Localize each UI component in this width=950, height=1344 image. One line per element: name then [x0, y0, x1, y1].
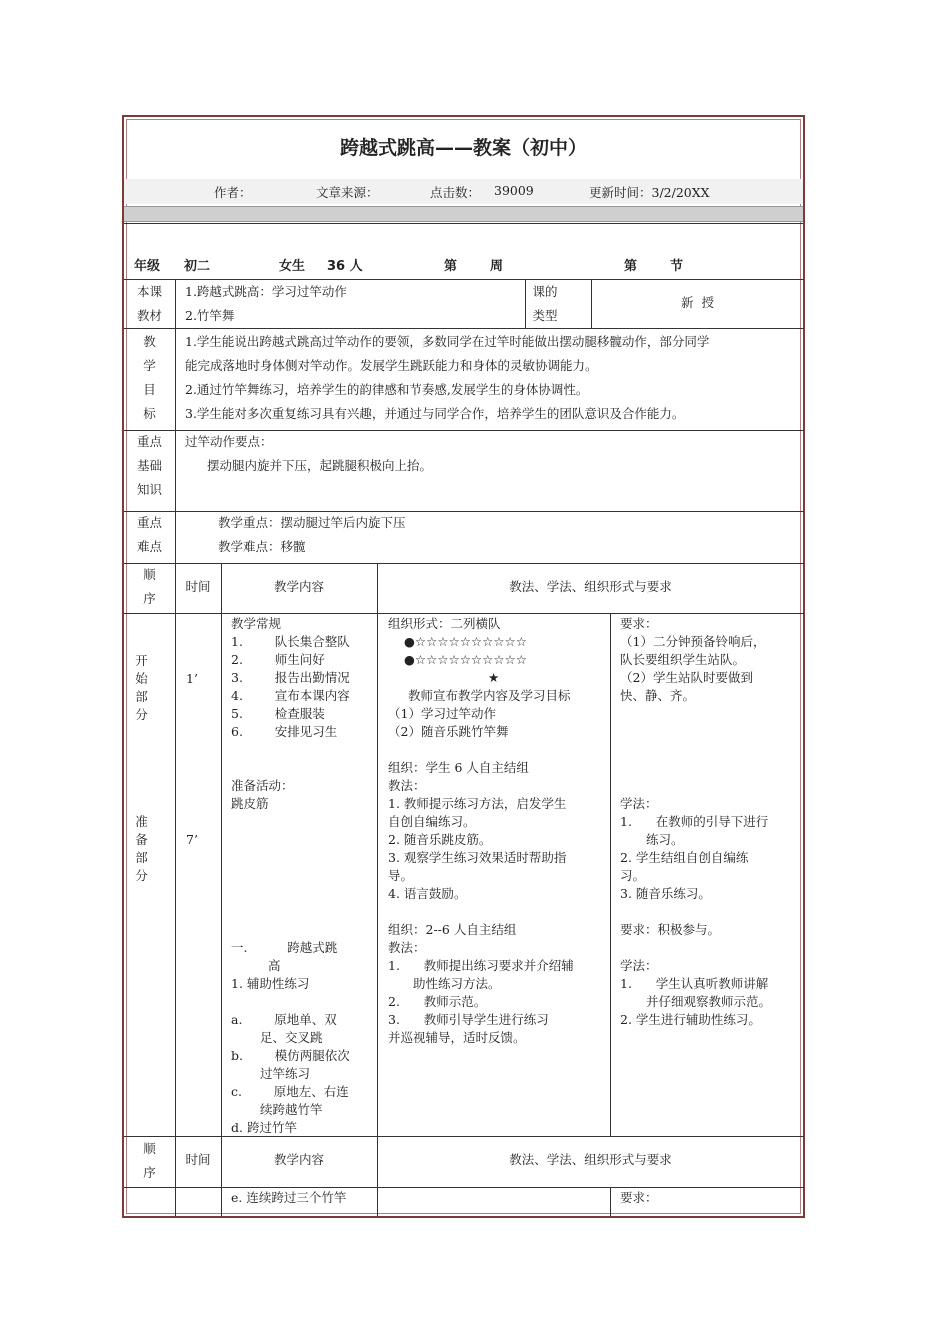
goal-line-2: 能完成落地时身体侧对竿动作。发展学生跳跃能力和身体的灵敏协调能力。 [185, 358, 598, 373]
updated-label: 更新时间：3/2/20XX [589, 185, 710, 200]
material-label-1: 本课 [136, 284, 162, 299]
goal-line-1: 1.学生能说出跨越式跳高过竿动作的要领，多数同学在过竿时能做出摆动腿移髋动作，部分同学 [185, 334, 710, 349]
order-header-repeat-2: 序 [143, 1165, 156, 1180]
week-prefix: 第 [444, 259, 458, 274]
content-header-repeat: 教学内容 [273, 1152, 324, 1167]
time-header: 时间 [185, 579, 211, 594]
section-suffix: 节 [670, 259, 684, 274]
clicks-value: 39009 [494, 183, 534, 198]
lesson-type-label-1: 课的 [532, 284, 558, 299]
basics-label-2: 基础 [136, 458, 162, 473]
method-header-repeat: 教法、学法、组织形式与要求 [509, 1152, 672, 1167]
teaching-key-point: 教学重点：摆动腿过竿后内旋下压 [218, 515, 406, 530]
time-header-repeat: 时间 [185, 1152, 211, 1167]
basics-line-1: 过竿动作要点： [185, 434, 273, 449]
basics-label-1: 重点 [136, 434, 162, 449]
order-header-2: 序 [143, 591, 156, 606]
separator-bar [124, 206, 803, 222]
grade-label: 年级 [134, 259, 161, 274]
order-header-repeat-1: 顺 [143, 1141, 156, 1156]
basics-line-2: 摆动腿内旋并下压，起跳腿积极向上抬。 [207, 458, 433, 473]
part-prep-time: 7’ [186, 832, 198, 847]
clicks-label: 点击数： [430, 185, 481, 200]
goal-line-4: 3.学生能对多次重复练习具有兴趣，并通过与同学合作，培养学生的团队意识及合作能力。 [185, 406, 685, 421]
week-suffix: 周 [490, 259, 504, 274]
goals-label-2: 学 [143, 358, 156, 373]
goals-label-4: 标 [143, 406, 156, 421]
goals-label-1: 教 [143, 334, 156, 349]
grade-value: 初二 [184, 259, 211, 274]
student-count: 36 人 [327, 259, 363, 274]
author-label: 作者： [214, 185, 252, 200]
material-label-2: 教材 [136, 308, 162, 323]
material-item-2: 2.竹竿舞 [185, 308, 235, 323]
basics-label-3: 知识 [136, 482, 162, 497]
last-row-requirement: 要求： [620, 1190, 658, 1205]
divider [124, 223, 803, 224]
part-start-time: 1’ [186, 671, 198, 686]
order-header-1: 顺 [143, 567, 156, 582]
last-row-content: e. 连续跨过三个竹竿 [231, 1190, 347, 1205]
difficulty-label-2: 难点 [136, 539, 162, 554]
goal-line-3: 2.通过竹竿舞练习，培养学生的韵律感和节奏感,发展学生的身体协调性。 [185, 382, 589, 397]
difficulty-label-1: 重点 [136, 515, 162, 530]
lesson-type-value: 新 授 [681, 295, 714, 310]
material-item-1: 1.跨越式跳高：学习过竿动作 [185, 284, 347, 299]
content-header: 教学内容 [273, 579, 324, 594]
page-title: 跨越式跳高——教案（初中） [339, 137, 587, 159]
meta-bar [124, 179, 803, 204]
goals-label-3: 目 [143, 382, 156, 397]
method-header: 教法、学法、组织形式与要求 [509, 579, 672, 594]
girls-label: 女生 [279, 259, 306, 274]
lesson-type-label-2: 类型 [532, 308, 558, 323]
section-prefix: 第 [624, 259, 638, 274]
source-label: 文章来源： [316, 185, 379, 200]
teaching-difficult-point: 教学难点：移髋 [218, 539, 306, 554]
